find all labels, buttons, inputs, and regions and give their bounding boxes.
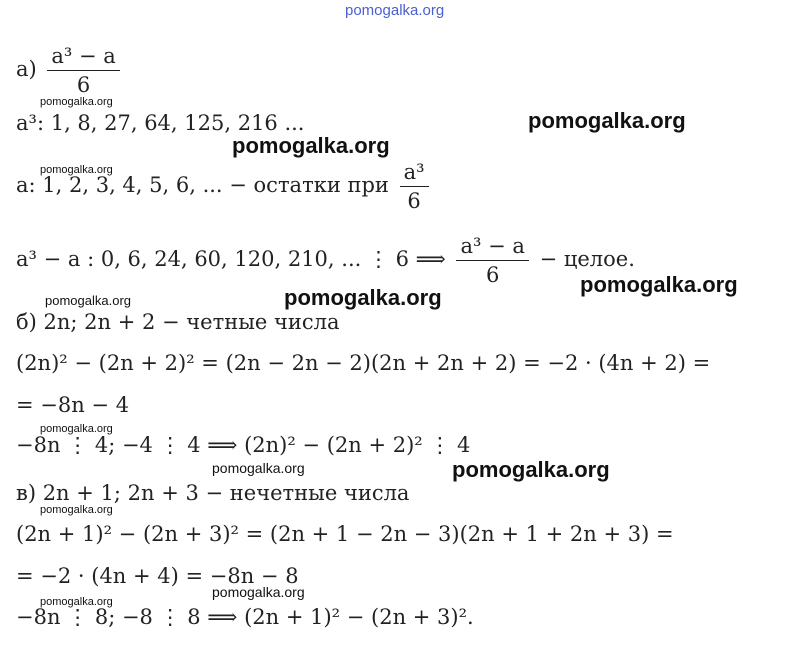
watermark-small: pomogalka.org [40,423,113,435]
part-c-line3: = −2 · (4n + 4) = −8n − 8 [16,564,299,588]
part-c-line2: (2n + 1)² − (2n + 3)² = (2n + 1 − 2n − 3)(2n + 1 + 2n + 3) = [16,522,674,546]
part-b-line4: −8n ⋮ 4; −4 ⋮ 4 ⟹ (2n)² − (2n + 2)² ⋮ 4 [16,433,471,457]
part-c-line4: −8n ⋮ 8; −8 ⋮ 8 ⟹ (2n + 1)² − (2n + 3)². [16,605,474,629]
watermark-large: pomogalka.org [580,272,738,297]
fraction-a3-minus-a-over-6 [47,42,119,99]
watermark-large: pomogalka.org [284,285,442,310]
fraction-numerator: a³ − a [460,234,525,258]
cubes-label: a³: [16,111,45,135]
part-c-line1: в) 2n + 1; 2n + 3 − нечетные числа [16,481,410,505]
difference-prefix: a³ − a : 0, 6, 24, 60, 120, 210, ... ⋮ 6 ⟹ [16,247,446,271]
cubes-values: 1, 8, 27, 64, 125, 216 ... [50,111,305,135]
watermark-top: pomogalka.org [345,2,445,19]
part-a-label: а) [16,57,37,81]
fraction-numerator: a³ [403,160,425,184]
watermark-medium: pomogalka.org [212,460,305,476]
watermark-small: pomogalka.org [40,596,113,608]
watermark-large: pomogalka.org [452,457,610,482]
fraction-numerator: a³ − a [51,44,116,68]
fraction-a3-over-6 [400,158,429,215]
fraction-denominator: 6 [407,189,421,213]
watermark-large: pomogalka.org [528,108,686,133]
part-b-line2: (2n)² − (2n + 2)² = (2n − 2n − 2)(2n + 2n + 2) = −2 · (4n + 2) = [16,351,711,375]
difference-line [16,232,635,289]
watermark-medium: pomogalka.org [45,293,131,308]
a-values: 1, 2, 3, 4, 5, 6, ... − остатки при [42,173,389,197]
watermark-large: pomogalka.org [232,133,390,158]
difference-suffix: − целое. [539,247,635,271]
a-label: a: [16,173,36,197]
watermark-small: pomogalka.org [40,96,113,108]
part-b-line1: б) 2n; 2n + 2 − четные числа [16,310,340,334]
fraction-diff-over-6 [456,232,528,289]
fraction-denominator: 6 [486,263,500,287]
fraction-denominator: 6 [76,73,91,97]
part-a-line1 [16,42,124,99]
watermark-small: pomogalka.org [40,164,113,176]
part-b-line3: = −8n − 4 [16,393,130,417]
watermark-small: pomogalka.org [40,504,113,516]
watermark-medium: pomogalka.org [212,584,305,600]
